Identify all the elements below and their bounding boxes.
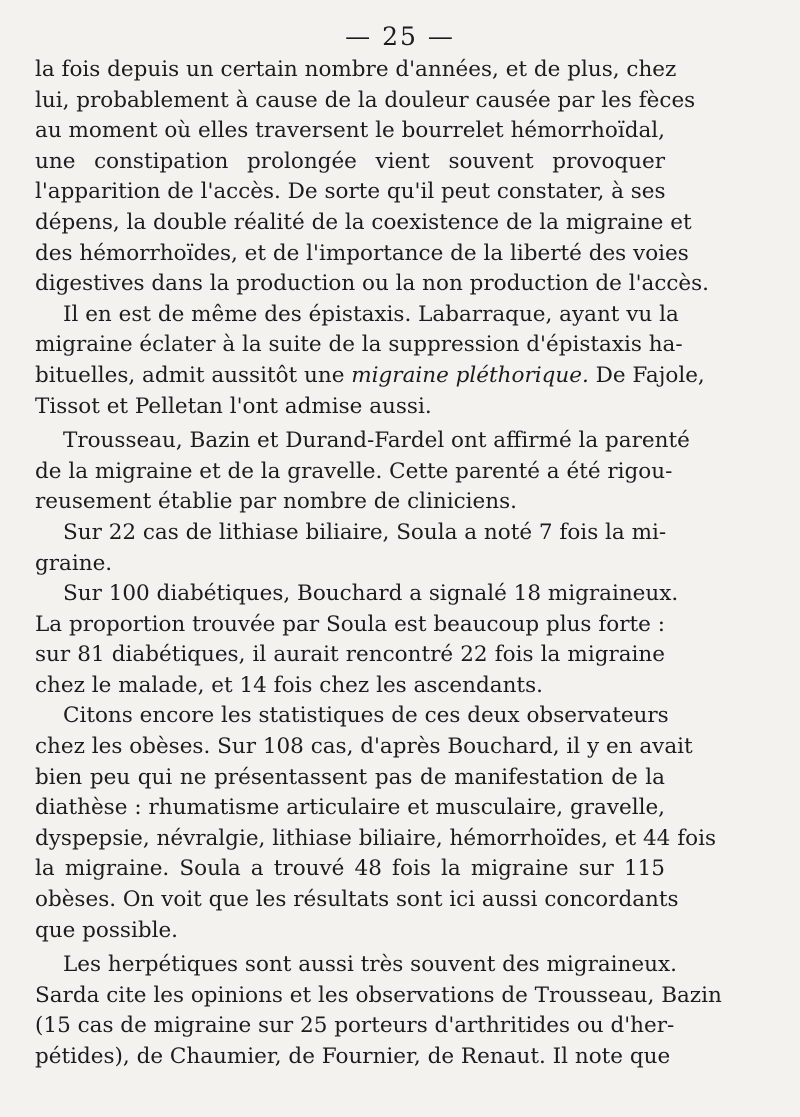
text-line: Sarda cite les opinions et les observations de Trousseau, Bazin (35, 982, 722, 1008)
paragraph-first-line: Sur 100 diabétiques, Bouchard a signalé 18 migraineux. (63, 581, 679, 607)
text-line: La proportion trouvée par Soula est beaucoup plus forte : (35, 611, 665, 637)
paragraph-first-line: Sur 22 cas de lithiase biliaire, Soula a noté 7 fois la mi- (63, 519, 667, 545)
text-line: dépens, la double réalité de la coexistence de la migraine et (35, 209, 692, 235)
text-line: (15 cas de migraine sur 25 porteurs d'arthritides ou d'her- (35, 1013, 675, 1039)
text-line: obèses. On voit que les résultats sont ici aussi concordants (35, 887, 679, 913)
paragraph-first-line: Citons encore les statistiques de ces deux observateurs (63, 703, 669, 729)
text-line: diathèse : rhumatisme articulaire et musculaire, gravelle, (35, 795, 665, 821)
text-line: des hémorrhoïdes, et de l'importance de la liberté des voies (35, 240, 689, 266)
text-line: la fois depuis un certain nombre d'années, et de plus, chez (35, 57, 677, 82)
italic-term: migraine pléthorique. (351, 362, 589, 388)
text-line: digestives dans la production ou la non production de l'accès. (35, 271, 710, 297)
text-line: pétides), de Chaumier, de Fournier, de Renaut. Il note que (35, 1044, 671, 1069)
text-line: chez le malade, et 14 fois chez les ascendants. (35, 672, 543, 698)
paragraph-first-line: Les herpétiques sont aussi très souvent des migraineux. (63, 952, 677, 978)
text-line: bien peu qui ne présentassent pas de manifestation de la (35, 764, 665, 790)
paragraph-first-line: Trousseau, Bazin et Durand-Fardel ont affirmé la parenté (63, 428, 690, 454)
page-number: — 25 — (345, 22, 455, 51)
text-line: lui, probablement à cause de la douleur causée par les fèces (35, 87, 696, 113)
text-line: reusement établie par nombre de cliniciens. (35, 489, 517, 515)
text-line: graine. (35, 550, 113, 576)
text-line: que possible. (35, 917, 179, 943)
body-text (35, 55, 722, 1073)
text-segment: De Fajole, (588, 362, 705, 388)
text-line: la migraine. Soula a trouvé 48 fois la migraine sur 115 (35, 856, 665, 882)
text-line: une constipation prolongée vient souvent provoquer (35, 148, 665, 174)
text-line: l'apparition de l'accès. De sorte qu'il peut constater, à ses (35, 179, 666, 205)
text-line: migraine éclater à la suite de la suppression d'épistaxis ha- (35, 332, 683, 358)
text-line: de la migraine et de la gravelle. Cette parenté a été rigou- (35, 458, 673, 484)
text-line: dyspepsie, névralgie, lithiase biliaire, hémorrhoïdes, et 44 fois (35, 825, 717, 851)
text-line: sur 81 diabétiques, il aurait rencontré 22 fois la migraine (35, 642, 665, 668)
text-segment: bituelles, admit aussitôt une (35, 362, 352, 388)
text-line: chez les obèses. Sur 108 cas, d'après Bouchard, il y en avait (35, 734, 693, 760)
paragraph-first-line: Il en est de même des épistaxis. Labarraque, ayant vu la (63, 301, 679, 327)
text-line-with-italic (35, 361, 705, 392)
text-line: au moment où elles traversent le bourrelet hémorrhoïdal, (35, 118, 665, 144)
text-line: Tissot et Pelletan l'ont admise aussi. (35, 393, 432, 419)
